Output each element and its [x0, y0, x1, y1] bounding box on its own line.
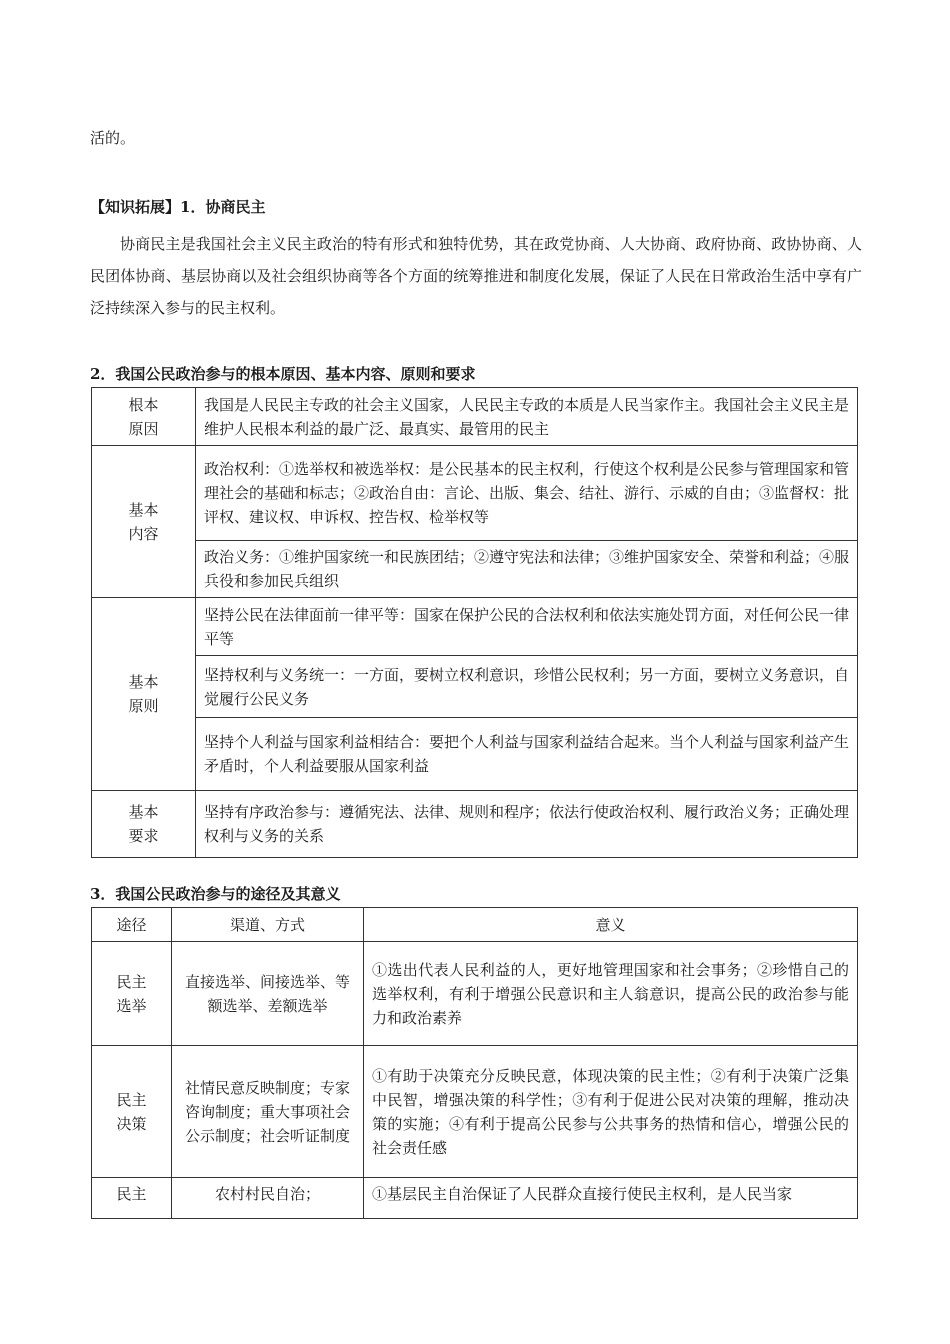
header-path: 途径: [92, 908, 172, 942]
participation-principles-table: [91, 387, 858, 858]
header-channel: 渠道、方式: [172, 908, 364, 942]
meaning-cell: ①基层民主自治保证了人民群众直接行使民主权利，是人民当家: [364, 1178, 858, 1219]
channel-cell: 农村村民自治；: [172, 1178, 364, 1219]
path-cell: 民主: [92, 1178, 172, 1219]
intro-tail-text: 活的。: [90, 129, 136, 147]
channel-cell: 直接选举、间接选举、等额选举、差额选举: [172, 942, 364, 1046]
row-text: 政治义务：①维护国家统一和民族团结；②遵守宪法和法律；③维护国家安全、荣誉和利益；④服兵役和参加民兵组织: [196, 541, 858, 598]
section2-heading: 2．我国公民政治参与的根本原因、基本内容、原则和要求: [90, 365, 476, 383]
row-text: 坚持权利与义务统一：一方面，要树立权利意识，珍惜公民权利；另一方面，要树立义务意识，自觉履行公民义务: [196, 656, 858, 718]
section3-heading: 3．我国公民政治参与的途径及其意义: [90, 885, 341, 903]
row-text: 坚持有序政治参与：遵循宪法、法律、规则和程序；依法行使政治权利、履行政治义务；正确处理权利与义务的关系: [196, 791, 858, 858]
table-row: [92, 1178, 858, 1219]
table-row: [92, 942, 858, 1046]
section1-heading: 【知识拓展】1．协商民主: [90, 198, 266, 216]
meaning-cell: ①有助于决策充分反映民意，体现决策的民主性；②有利于决策广泛集中民智，增强决策的科学性；③有利于促进公民对决策的理解，推动决策的实施；④有利于提高公民参与公共事务的热情和信心，增强公民的社会责任感: [364, 1046, 858, 1178]
table-row: [92, 598, 858, 656]
row-label: 基本 要求: [92, 791, 196, 858]
table-row: [92, 656, 858, 718]
path-cell: 民主 决策: [92, 1046, 172, 1178]
table-row: [92, 718, 858, 791]
table-header-row: [92, 908, 858, 942]
row-label: 根本 原因: [92, 388, 196, 446]
channel-cell: 社情民意反映制度；专家咨询制度；重大事项社会公示制度；社会听证制度: [172, 1046, 364, 1178]
table-row: [92, 388, 858, 446]
row-label: 基本 内容: [92, 446, 196, 598]
section1-paragraph: 协商民主是我国社会主义民主政治的特有形式和独特优势，其在政党协商、人大协商、政府协商、政协协商、人民团体协商、基层协商以及社会组织协商等各个方面的统筹推进和制度化发展，保证了人民在日常政治生活中享有广泛持续深入参与的民主权利。: [90, 235, 862, 317]
table-row: [92, 541, 858, 598]
row-text: 坚持个人利益与国家利益相结合：要把个人利益与国家利益结合起来。当个人利益与国家利益产生矛盾时，个人利益要服从国家利益: [196, 718, 858, 791]
header-meaning: 意义: [364, 908, 858, 942]
row-text: 坚持公民在法律面前一律平等：国家在保护公民的合法权利和依法实施处罚方面，对任何公民一律平等: [196, 598, 858, 656]
row-label: 基本 原则: [92, 598, 196, 791]
table-row: [92, 791, 858, 858]
row-text: 我国是人民民主专政的社会主义国家，人民民主专政的本质是人民当家作主。我国社会主义民主是维护人民根本利益的最广泛、最真实、最管用的民主: [196, 388, 858, 446]
participation-paths-table: [91, 907, 858, 1219]
path-cell: 民主 选举: [92, 942, 172, 1046]
table-row: [92, 1046, 858, 1178]
row-text: 政治权利：①选举权和被选举权：是公民基本的民主权利，行使这个权利是公民参与管理国家和管理社会的基础和标志；②政治自由：言论、出版、集会、结社、游行、示威的自由；③监督权：批评权、建议权、申诉权、控告权、检举权等: [196, 446, 858, 541]
table-row: [92, 446, 858, 541]
meaning-cell: ①选出代表人民利益的人，更好地管理国家和社会事务；②珍惜自己的选举权利，有利于增强公民意识和主人翁意识，提高公民的政治参与能力和政治素养: [364, 942, 858, 1046]
